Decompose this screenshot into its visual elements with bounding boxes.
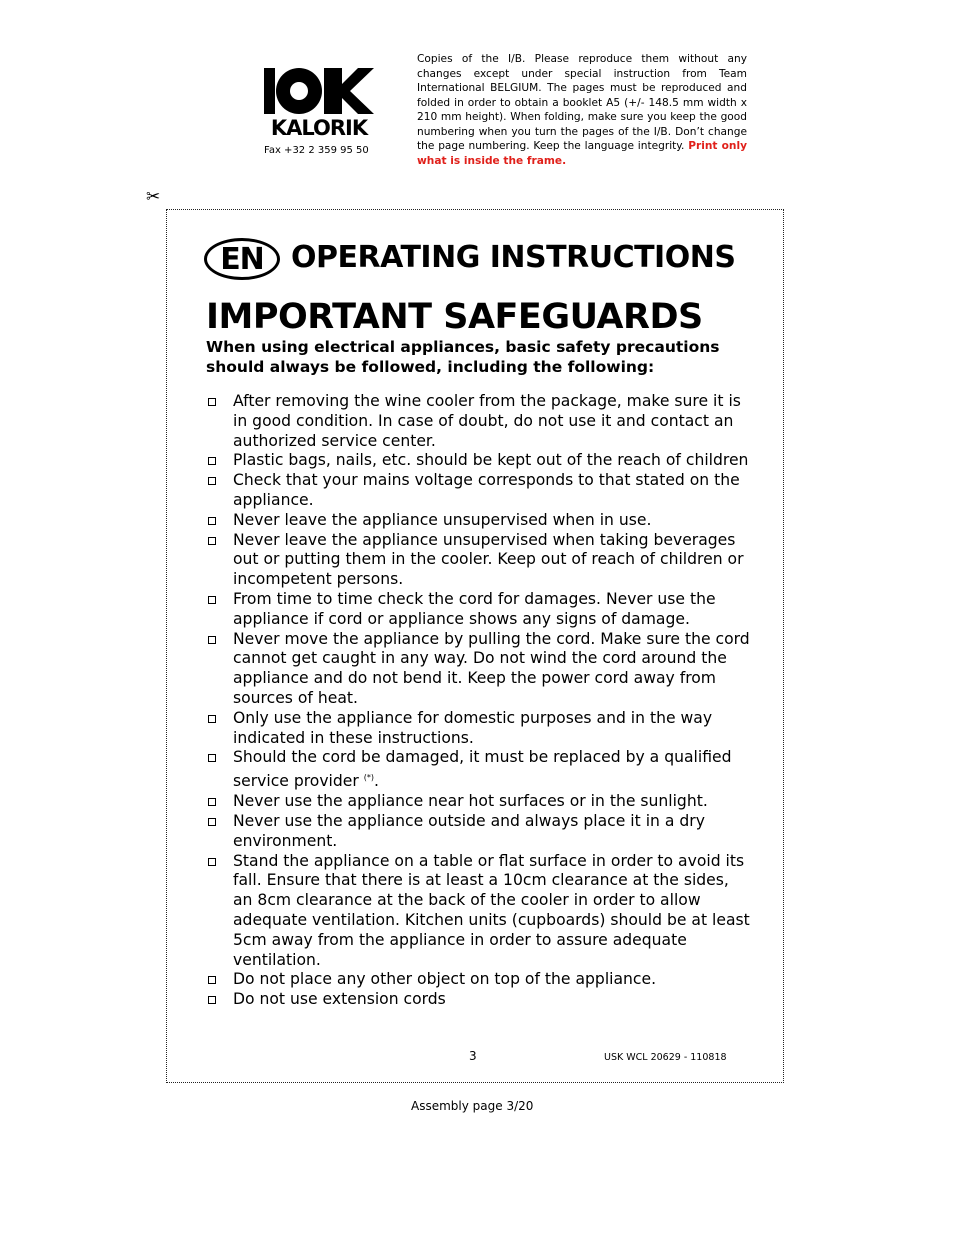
page-number: 3 bbox=[469, 1049, 477, 1063]
kalorik-logo bbox=[264, 68, 374, 138]
checkbox-bullet-icon bbox=[208, 976, 216, 984]
scissors-icon: ✂ bbox=[146, 187, 161, 207]
list-item: Plastic bags, nails, etc. should be kept out of the reach of children bbox=[206, 451, 751, 471]
checkbox-bullet-icon bbox=[208, 477, 216, 485]
page-title: IMPORTANT SAFEGUARDS bbox=[206, 297, 703, 337]
list-item: Never use the appliance near hot surfaces or in the sunlight. bbox=[206, 792, 751, 812]
reproduction-note bbox=[417, 52, 747, 168]
list-item: From time to time check the cord for damages. Never use the appliance if cord or appliance shows any signs of damage. bbox=[206, 590, 751, 630]
list-item: Never leave the appliance unsupervised when taking beverages out or putting them in the cooler. Keep out of reach of children or incompetent persons. bbox=[206, 531, 751, 590]
operating-instructions-title: OPERATING INSTRUCTIONS bbox=[291, 240, 736, 275]
checkbox-bullet-icon bbox=[208, 537, 216, 545]
assembly-page: Assembly page 3/20 bbox=[411, 1099, 534, 1113]
checkbox-bullet-icon bbox=[208, 398, 216, 406]
checkbox-bullet-icon bbox=[208, 596, 216, 604]
footnote-mark: (*) bbox=[363, 773, 375, 783]
list-item: Stand the appliance on a table or flat surface in order to avoid its fall. Ensure that there is at least a 10cm clearance at the sides, an 8cm clearance at the back of the cooler in order to allow adequate ventilation. Kitchen units (cupboards) should be at least 5cm away from the appliance in order to assure adequate ventilation. bbox=[206, 852, 751, 971]
note-red-text: Print only what is inside the frame. bbox=[417, 140, 747, 167]
safeguards-list bbox=[206, 392, 751, 1010]
checkbox-bullet-icon bbox=[208, 457, 216, 465]
logo-wordmark: KALORIK bbox=[270, 116, 368, 138]
list-item: Should the cord be damaged, it must be replaced by a qualified service provider (*). bbox=[206, 748, 751, 792]
list-item: Never leave the appliance unsupervised when in use. bbox=[206, 511, 751, 531]
list-item: After removing the wine cooler from the package, make sure it is in good condition. In case of doubt, do not use it and contact an authorized service center. bbox=[206, 392, 751, 451]
list-item: Only use the appliance for domestic purposes and in the way indicated in these instructions. bbox=[206, 709, 751, 749]
checkbox-bullet-icon bbox=[208, 636, 216, 644]
checkbox-bullet-icon bbox=[208, 517, 216, 525]
list-item: Never use the appliance outside and always place it in a dry environment. bbox=[206, 812, 751, 852]
list-item: Check that your mains voltage corresponds to that stated on the appliance. bbox=[206, 471, 751, 511]
note-text: Copies of the I/B. Please reproduce them without any changes except under special instruction from Team International BELGIUM. The pages must be reproduced and folded in order to obtain a booklet A5 (+/- 148.5 mm width x 210 mm height). When folding, make sure you keep the good numbering when you turn the pages of the I/B. Don’t change the page numbering. Keep the language integrity. bbox=[417, 53, 747, 152]
checkbox-bullet-icon bbox=[208, 818, 216, 826]
checkbox-bullet-icon bbox=[208, 715, 216, 723]
checkbox-bullet-icon bbox=[208, 996, 216, 1004]
list-item: Never move the appliance by pulling the cord. Make sure the cord cannot get caught in any way. Do not wind the cord around the appliance and do not bend it. Keep the power cord away from sources of heat. bbox=[206, 630, 751, 709]
fax-number: Fax +32 2 359 95 50 bbox=[264, 145, 369, 156]
language-badge: EN bbox=[204, 238, 280, 280]
intro-text: When using electrical appliances, basic safety precautions should always be followed, including the following: bbox=[206, 338, 720, 376]
checkbox-bullet-icon bbox=[208, 754, 216, 762]
checkbox-bullet-icon bbox=[208, 798, 216, 806]
list-item: Do not place any other object on top of the appliance. bbox=[206, 970, 751, 990]
document-code: USK WCL 20629 - 110818 bbox=[604, 1052, 727, 1063]
list-item: Do not use extension cords bbox=[206, 990, 751, 1010]
checkbox-bullet-icon bbox=[208, 858, 216, 866]
